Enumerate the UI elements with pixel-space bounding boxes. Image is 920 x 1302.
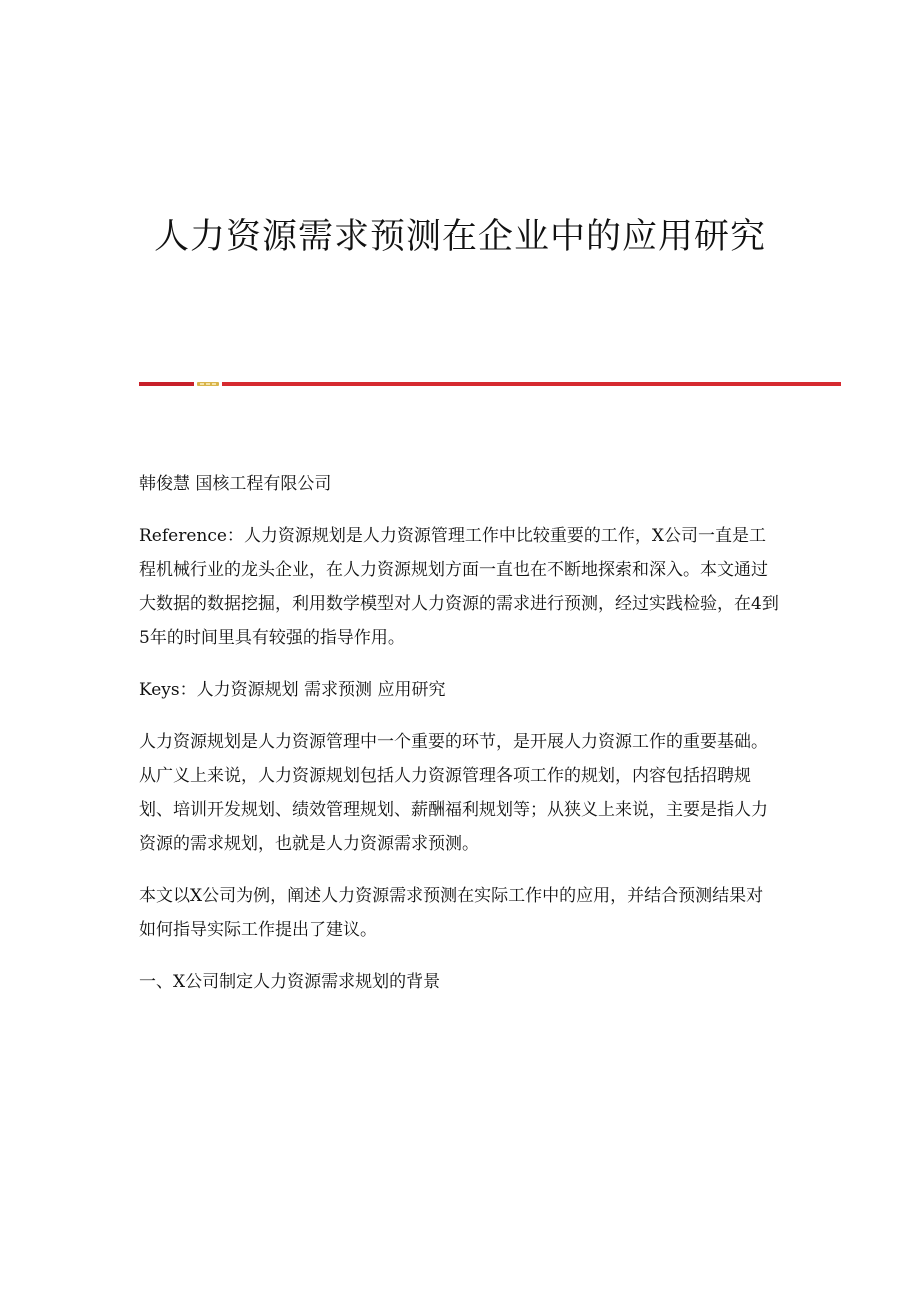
divider-ornament-icon [197, 381, 219, 387]
keys-label: Keys： [139, 680, 197, 700]
divider-bar-left [139, 382, 194, 386]
section-heading: 一、X公司制定人力资源需求规划的背景 [139, 972, 441, 992]
reference-label: Reference： [139, 526, 244, 546]
author-line: 韩俊慧 国核工程有限公司 [139, 474, 332, 494]
reference-text: 人力资源规划是人力资源管理工作中比较重要的工作，X公司一直是工程机械行业的龙头企业，在人力资源规划方面一直也在不断地探索和深入。本文通过大数据的数据挖掘，利用数学模型对人力资源的需求进行预测，经过实践检验，在4到5年的时间里具有较强的指导作用。 [139, 526, 779, 648]
document-body [139, 467, 779, 1017]
divider-bar-right [222, 382, 841, 386]
body-paragraph: 人力资源规划是人力资源管理中一个重要的环节，是开展人力资源工作的重要基础。从广义上来说，人力资源规划包括人力资源管理各项工作的规划，内容包括招聘规划、培训开发规划、绩效管理规划、薪酬福利规划等；从狭义上来说，主要是指人力资源的需求规划，也就是人力资源需求预测。 [139, 732, 768, 854]
title-divider [139, 381, 841, 387]
reference-paragraph [139, 519, 779, 655]
body-paragraph: 本文以X公司为例，阐述人力资源需求预测在实际工作中的应用，并结合预测结果对如何指导实际工作提出了建议。 [139, 886, 764, 940]
keys-text: 人力资源规划 需求预测 应用研究 [196, 680, 446, 700]
document-title: 人力资源需求预测在企业中的应用研究 [153, 217, 766, 257]
keys-paragraph [139, 673, 779, 707]
